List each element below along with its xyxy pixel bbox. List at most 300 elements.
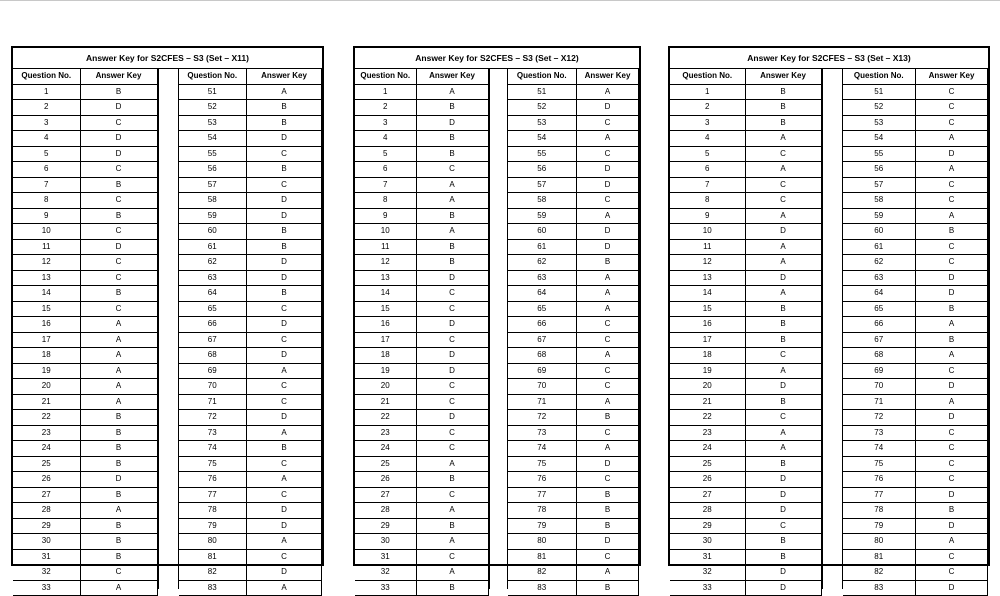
question-number-cell: 80: [508, 534, 577, 550]
answer-cell: B: [80, 534, 157, 550]
answer-cell: D: [745, 472, 821, 488]
table-row: [179, 503, 322, 519]
table-row: [670, 317, 821, 333]
table-row: [179, 472, 322, 488]
table-row: [355, 224, 488, 240]
table-row: [843, 255, 988, 271]
question-number-cell: 18: [355, 348, 416, 364]
table-row: [13, 348, 157, 364]
answer-cell: D: [416, 363, 488, 379]
question-number-cell: 78: [179, 503, 247, 519]
question-number-cell: 83: [179, 580, 247, 596]
question-number-cell: 52: [843, 100, 916, 116]
table-row: [13, 177, 157, 193]
table-row: [670, 332, 821, 348]
answer-cell: C: [916, 549, 988, 565]
table-row: [843, 410, 988, 426]
table-row: [13, 425, 157, 441]
question-number-cell: 72: [843, 410, 916, 426]
question-number-cell: 6: [13, 162, 80, 178]
answer-cell: A: [247, 363, 322, 379]
answer-cell: B: [577, 410, 639, 426]
question-number-cell: 6: [670, 162, 745, 178]
answer-cell: B: [80, 487, 157, 503]
answer-cell: B: [80, 208, 157, 224]
answer-cell: A: [916, 534, 988, 550]
answer-cell: C: [416, 394, 488, 410]
question-number-cell: 28: [13, 503, 80, 519]
answer-cell: B: [916, 301, 988, 317]
question-number-cell: 79: [843, 518, 916, 534]
answer-cell: B: [80, 425, 157, 441]
question-number-cell: 73: [843, 425, 916, 441]
question-number-cell: 23: [670, 425, 745, 441]
table-row: [508, 255, 639, 271]
answer-cell: C: [577, 317, 639, 333]
answer-cell: B: [745, 301, 821, 317]
table-row: [355, 301, 488, 317]
question-number-cell: 16: [13, 317, 80, 333]
answer-cell: C: [577, 146, 639, 162]
table-row: [508, 270, 639, 286]
question-number-cell: 22: [13, 410, 80, 426]
answer-cell: D: [745, 487, 821, 503]
answer-cell: A: [416, 503, 488, 519]
question-number-cell: 18: [670, 348, 745, 364]
answer-cell: C: [416, 332, 488, 348]
question-number-cell: 75: [179, 456, 247, 472]
answer-cell: C: [916, 239, 988, 255]
question-number-cell: 60: [843, 224, 916, 240]
question-number-cell: 56: [179, 162, 247, 178]
answer-cell: D: [577, 100, 639, 116]
table-row: [843, 177, 988, 193]
answer-cell: D: [916, 518, 988, 534]
answer-cell: A: [416, 193, 488, 209]
answer-cell: D: [80, 472, 157, 488]
answer-key-header: Answer Key: [80, 69, 157, 84]
answer-cell: D: [916, 146, 988, 162]
table-row: [843, 534, 988, 550]
answer-cell: C: [916, 363, 988, 379]
question-number-cell: 29: [355, 518, 416, 534]
answer-cell: D: [247, 410, 322, 426]
question-number-cell: 65: [843, 301, 916, 317]
table-row: [13, 441, 157, 457]
table-row: [508, 565, 639, 581]
answer-cell: C: [416, 301, 488, 317]
table-row: [843, 348, 988, 364]
table-row: [670, 115, 821, 131]
question-number-cell: 9: [670, 208, 745, 224]
question-number-cell: 54: [843, 131, 916, 147]
table-row: [355, 379, 488, 395]
table-row: [843, 301, 988, 317]
answer-cell: C: [916, 193, 988, 209]
answer-cell: B: [577, 487, 639, 503]
table-row: [508, 332, 639, 348]
answer-cell: A: [80, 379, 157, 395]
answer-cell: C: [577, 363, 639, 379]
answer-cell: D: [577, 162, 639, 178]
table-row: [179, 224, 322, 240]
answer-cell: D: [247, 348, 322, 364]
answer-cell: B: [916, 503, 988, 519]
answer-cell: C: [80, 565, 157, 581]
table-row: [179, 286, 322, 302]
table-row: [13, 410, 157, 426]
answer-cell: D: [916, 379, 988, 395]
answer-cell: B: [416, 146, 488, 162]
answer-cell: D: [416, 410, 488, 426]
answer-cell: B: [247, 115, 322, 131]
question-number-cell: 3: [670, 115, 745, 131]
answer-cell: A: [745, 286, 821, 302]
question-number-cell: 80: [843, 534, 916, 550]
table-row: [843, 441, 988, 457]
table-row: [670, 255, 821, 271]
answer-cell: C: [416, 487, 488, 503]
table-row: [13, 518, 157, 534]
answer-cell: A: [80, 503, 157, 519]
question-number-cell: 72: [508, 410, 577, 426]
table-row: [508, 394, 639, 410]
question-number-cell: 69: [843, 363, 916, 379]
question-number-cell: 17: [13, 332, 80, 348]
answer-cell: C: [416, 549, 488, 565]
answer-cell: A: [577, 84, 639, 100]
question-number-cell: 54: [179, 131, 247, 147]
question-number-cell: 5: [355, 146, 416, 162]
question-number-cell: 78: [843, 503, 916, 519]
question-number-cell: 64: [843, 286, 916, 302]
question-number-cell: 51: [508, 84, 577, 100]
question-number-cell: 81: [179, 549, 247, 565]
table-row: [355, 177, 488, 193]
question-number-cell: 55: [179, 146, 247, 162]
table-row: [355, 115, 488, 131]
table-row: [843, 131, 988, 147]
question-number-cell: 33: [13, 580, 80, 596]
question-number-cell: 61: [179, 239, 247, 255]
question-number-cell: 61: [508, 239, 577, 255]
answer-cell: B: [416, 100, 488, 116]
table-row: [508, 518, 639, 534]
question-number-cell: 8: [670, 193, 745, 209]
table-row: [670, 549, 821, 565]
table-row: [670, 146, 821, 162]
table-row: [355, 332, 488, 348]
table-row: [355, 580, 488, 596]
table-row: [508, 425, 639, 441]
question-number-cell: 67: [508, 332, 577, 348]
question-number-cell: 79: [179, 518, 247, 534]
table-row: [670, 394, 821, 410]
question-number-cell: 56: [843, 162, 916, 178]
question-number-cell: 25: [670, 456, 745, 472]
table-row: [13, 317, 157, 333]
answer-cell: D: [745, 580, 821, 596]
answer-key-header: Answer Key: [247, 69, 322, 84]
question-number-cell: 63: [508, 270, 577, 286]
answer-cell: C: [916, 255, 988, 271]
answer-cell: B: [80, 410, 157, 426]
question-no-header: Question No.: [355, 69, 416, 84]
question-number-cell: 13: [670, 270, 745, 286]
table-row: [508, 441, 639, 457]
table-row: [13, 286, 157, 302]
question-number-cell: 32: [355, 565, 416, 581]
top-rule: [0, 0, 1000, 1]
question-number-cell: 77: [179, 487, 247, 503]
question-number-cell: 29: [13, 518, 80, 534]
answer-cell: B: [247, 441, 322, 457]
table-row: [355, 193, 488, 209]
question-number-cell: 14: [670, 286, 745, 302]
table-title: Answer Key for S2CFES – S3 (Set – X11): [13, 48, 322, 69]
answer-cell: A: [745, 131, 821, 147]
question-number-cell: 68: [843, 348, 916, 364]
table-row: [670, 224, 821, 240]
table-row: [508, 162, 639, 178]
question-number-cell: 60: [179, 224, 247, 240]
question-number-cell: 82: [508, 565, 577, 581]
question-number-cell: 13: [355, 270, 416, 286]
table-row: [843, 193, 988, 209]
table-row: [355, 348, 488, 364]
table-row: [13, 549, 157, 565]
question-number-cell: 15: [670, 301, 745, 317]
table-row: [670, 410, 821, 426]
table-row: [670, 193, 821, 209]
answer-cell: C: [80, 224, 157, 240]
answer-cell: B: [416, 208, 488, 224]
question-number-cell: 52: [508, 100, 577, 116]
answer-cell: C: [80, 255, 157, 271]
question-number-cell: 25: [13, 456, 80, 472]
answer-cell: D: [577, 534, 639, 550]
table-row: [355, 503, 488, 519]
table-row: [179, 518, 322, 534]
answer-cell: D: [745, 503, 821, 519]
table-row: [843, 224, 988, 240]
table-row: [179, 317, 322, 333]
question-number-cell: 83: [843, 580, 916, 596]
table-row: [179, 239, 322, 255]
table-row: [355, 162, 488, 178]
question-number-cell: 68: [179, 348, 247, 364]
question-no-header: Question No.: [843, 69, 916, 84]
question-no-header: Question No.: [179, 69, 247, 84]
answer-cell: D: [247, 317, 322, 333]
table-row: [670, 348, 821, 364]
table-row: [670, 472, 821, 488]
table-row: [843, 379, 988, 395]
answer-cell: A: [247, 472, 322, 488]
answer-cell: B: [416, 518, 488, 534]
table-row: [13, 534, 157, 550]
answer-key-table-x13: [668, 46, 990, 592]
question-number-cell: 21: [355, 394, 416, 410]
answer-cell: A: [577, 208, 639, 224]
answer-cell: C: [577, 472, 639, 488]
answer-cell: B: [577, 255, 639, 271]
answer-cell: A: [916, 394, 988, 410]
answer-cell: D: [916, 286, 988, 302]
table-row: [670, 456, 821, 472]
question-number-cell: 51: [179, 84, 247, 100]
table-row: [13, 456, 157, 472]
answer-cell: A: [745, 363, 821, 379]
answer-cell: B: [416, 580, 488, 596]
answer-cell: C: [247, 332, 322, 348]
question-number-cell: 10: [13, 224, 80, 240]
question-number-cell: 67: [179, 332, 247, 348]
table-row: [843, 363, 988, 379]
answer-key-right-half: [179, 69, 323, 596]
question-number-cell: 70: [508, 379, 577, 395]
question-number-cell: 81: [843, 549, 916, 565]
answer-cell: C: [916, 456, 988, 472]
table-row: [355, 239, 488, 255]
question-number-cell: 14: [355, 286, 416, 302]
answer-cell: D: [247, 518, 322, 534]
question-number-cell: 82: [843, 565, 916, 581]
answer-cell: C: [745, 518, 821, 534]
table-row: [508, 224, 639, 240]
answer-cell: C: [416, 162, 488, 178]
table-row: [670, 441, 821, 457]
table-row: [843, 503, 988, 519]
table-row: [179, 565, 322, 581]
question-number-cell: 28: [355, 503, 416, 519]
answer-cell: A: [745, 255, 821, 271]
table-row: [843, 146, 988, 162]
table-row: [13, 472, 157, 488]
table-row: [843, 286, 988, 302]
question-number-cell: 71: [843, 394, 916, 410]
table-row: [670, 177, 821, 193]
table-row: [179, 441, 322, 457]
table-row: [508, 146, 639, 162]
question-number-cell: 20: [670, 379, 745, 395]
question-number-cell: 71: [508, 394, 577, 410]
answer-cell: D: [916, 270, 988, 286]
table-row: [179, 410, 322, 426]
table-row: [670, 534, 821, 550]
table-row: [843, 456, 988, 472]
table-row: [508, 115, 639, 131]
answer-cell: A: [416, 84, 488, 100]
table-row: [355, 518, 488, 534]
answer-cell: C: [80, 270, 157, 286]
table-row: [508, 487, 639, 503]
table-row: [670, 270, 821, 286]
table-row: [179, 270, 322, 286]
question-number-cell: 12: [13, 255, 80, 271]
table-row: [179, 115, 322, 131]
question-number-cell: 71: [179, 394, 247, 410]
answer-cell: C: [247, 379, 322, 395]
table-row: [670, 84, 821, 100]
table-row: [179, 332, 322, 348]
table-row: [843, 565, 988, 581]
question-number-cell: 24: [670, 441, 745, 457]
table-row: [670, 425, 821, 441]
table-row: [670, 239, 821, 255]
question-number-cell: 64: [508, 286, 577, 302]
question-no-header: Question No.: [508, 69, 577, 84]
answer-cell: A: [247, 580, 322, 596]
question-number-cell: 62: [843, 255, 916, 271]
table-row: [843, 84, 988, 100]
answer-cell: D: [247, 255, 322, 271]
answer-cell: A: [80, 394, 157, 410]
question-number-cell: 16: [670, 317, 745, 333]
question-number-cell: 53: [508, 115, 577, 131]
answer-cell: C: [247, 394, 322, 410]
answer-cell: B: [247, 224, 322, 240]
question-number-cell: 24: [355, 441, 416, 457]
table-row: [508, 472, 639, 488]
table-row: [670, 379, 821, 395]
table-row: [843, 115, 988, 131]
answer-cell: D: [247, 193, 322, 209]
answer-cell: A: [416, 565, 488, 581]
question-number-cell: 30: [13, 534, 80, 550]
question-number-cell: 32: [670, 565, 745, 581]
question-number-cell: 77: [843, 487, 916, 503]
question-number-cell: 55: [843, 146, 916, 162]
answer-cell: B: [80, 456, 157, 472]
question-number-cell: 26: [13, 472, 80, 488]
question-number-cell: 8: [355, 193, 416, 209]
table-row: [508, 363, 639, 379]
question-number-cell: 2: [355, 100, 416, 116]
answer-cell: C: [916, 84, 988, 100]
answer-cell: B: [416, 472, 488, 488]
answer-cell: D: [416, 317, 488, 333]
answer-cell: C: [577, 332, 639, 348]
question-number-cell: 54: [508, 131, 577, 147]
question-number-cell: 61: [843, 239, 916, 255]
question-number-cell: 3: [355, 115, 416, 131]
answer-cell: D: [80, 100, 157, 116]
table-row: [508, 100, 639, 116]
table-row: [179, 100, 322, 116]
answer-cell: B: [80, 84, 157, 100]
answer-cell: C: [80, 115, 157, 131]
table-row: [670, 301, 821, 317]
question-number-cell: 22: [670, 410, 745, 426]
question-number-cell: 11: [670, 239, 745, 255]
table-row: [355, 208, 488, 224]
answer-cell: B: [577, 518, 639, 534]
table-row: [843, 472, 988, 488]
question-number-cell: 15: [13, 301, 80, 317]
answer-cell: D: [80, 146, 157, 162]
answer-cell: B: [416, 131, 488, 147]
question-number-cell: 1: [670, 84, 745, 100]
answer-cell: A: [577, 131, 639, 147]
table-row: [508, 580, 639, 596]
question-number-cell: 5: [13, 146, 80, 162]
table-row: [508, 208, 639, 224]
table-row: [355, 410, 488, 426]
question-number-cell: 70: [843, 379, 916, 395]
question-number-cell: 33: [355, 580, 416, 596]
table-row: [508, 193, 639, 209]
